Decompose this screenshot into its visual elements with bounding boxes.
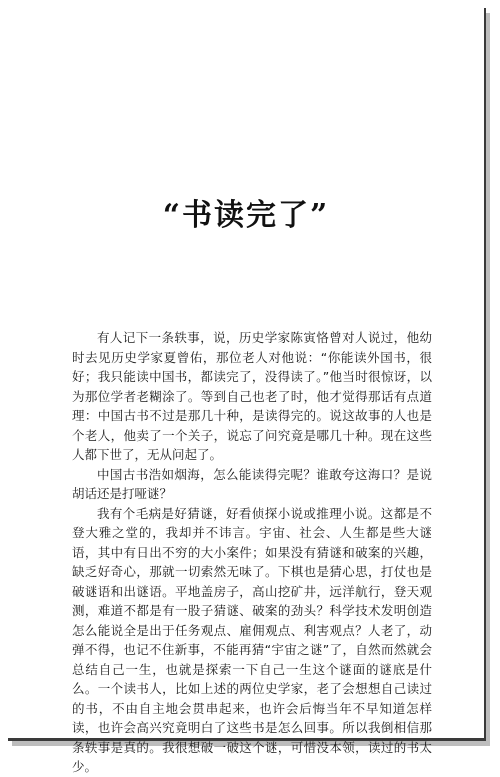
paragraph-1: 有人记下一条轶事，说，历史学家陈寅恪曾对人说过，他幼时去见历史学家夏曾佑，那位老人对他说：“你能读外国书，很好；我只能读中国书，都读完了，没得读了。”他当时很惊讶，以为那位学者老糊涂了。等到自己也老了时，他才觉得那话有点道理：中国古书不过是那几十种，是读得完的。说这故事的人也是个老人，他卖了一个关子，说忘了问究竟是哪几十种。现在这些人都下世了，无从问起了。 bbox=[72, 330, 432, 462]
chapter-title: “书读完了” bbox=[162, 198, 330, 233]
paragraph-3: 我有个毛病是好猜谜，好看侦探小说或推理小说。这都是不登大雅之堂的，我却并不讳言。宇宙、社会、人生都是些大谜语，其中有日出不穷的大小案件；如果没有猜谜和破案的兴趣，缺乏好奇心，那就一切索然无味了。下棋也是猜心思，打仗也是破谜语和出谜语。平地盖房子，高山挖矿井，远洋航行，登天观测，难道不都是有一股子猜谜、破案的劲头？科学技术发明创造怎么能说全是出于任务观点、雇佣观点、利害观点？人老了，动弹不得，也记不住新事，不能再猜“宇宙之谜”了，自然而然就会总结自己一生，也就是探索一下自己一生这个谜面的谜底是什么。一个读书人，比如上述的两位史学家，老了会想想自己读过的书，不由自主地会贯串起来，也许会后悔当年不早知道怎样读，也许会高兴究竟明白了这些书是怎么回事。所以我倒相信那条轶事是真的。我很想破一破这个谜，可惜没本领，读过的书太少。 bbox=[72, 505, 432, 774]
body-text bbox=[72, 328, 432, 777]
book-page bbox=[8, 8, 486, 774]
paragraph-2: 中国古书浩如烟海，怎么能读得完呢？谁敢夸这海口？是说胡话还是打哑谜？ bbox=[72, 466, 432, 501]
